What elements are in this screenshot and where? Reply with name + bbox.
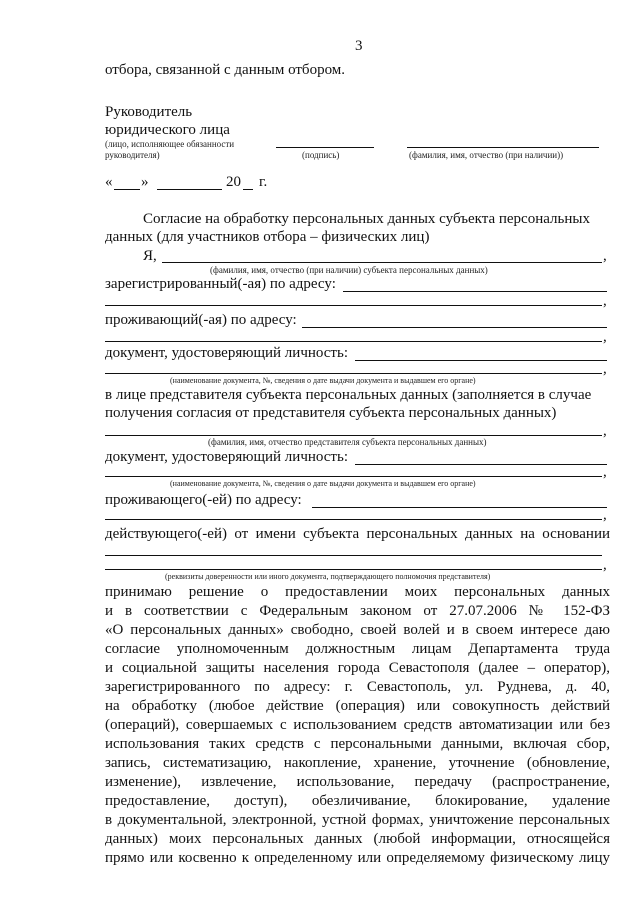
body-line: (операций), совершаемых с использованием средств автоматизации или без xyxy=(105,717,610,733)
date-year-line xyxy=(243,189,253,190)
registered-input-line[interactable] xyxy=(343,291,607,292)
body-line: принимаю решение о предоставлении моих персональных данных xyxy=(105,584,610,600)
signature-note-line1: (лицо, исполняющее обязанности xyxy=(105,139,235,149)
body-line: запись, систематизацию, накопление, хранение, уточнение (обновление, xyxy=(105,755,610,771)
id-document-label: документ, удостоверяющий личность: xyxy=(105,345,348,361)
rep-id-document-input-line[interactable] xyxy=(355,464,607,465)
comma: , xyxy=(603,329,607,345)
body-line: зарегистрированного по адресу: г. Севастополь, ул. Руднева, д. 40, xyxy=(105,679,610,695)
body-line: и социальной защиты населения города Севастополя (далее – оператор), xyxy=(105,660,610,676)
fio-caption: (фамилия, имя, отчество (при наличии) субъекта персональных данных) xyxy=(210,265,488,275)
ya-label: Я, xyxy=(143,248,157,264)
date-month-line xyxy=(157,189,222,190)
rep-residing-label: проживающего(-ей) по адресу: xyxy=(105,492,302,508)
date-open-quote: « xyxy=(105,174,113,190)
rep-id-document-label: документ, удостоверяющий личность: xyxy=(105,449,348,465)
body-line: данных) моих персональных данных (любой информации, относящейся xyxy=(105,831,610,847)
rep-id-document-caption: (наименование документа, №, сведения о дате выдачи документа и выдавшем его органе) xyxy=(170,479,476,488)
body-line: согласие уполномоченным должностным лицам Департамента труда xyxy=(105,641,610,657)
signature-fio-line xyxy=(407,147,599,148)
body-line: и в соответствии с Федеральным законом от 27.07.2006 № 152-ФЗ xyxy=(105,603,610,619)
signature-fio-caption: (фамилия, имя, отчество (при наличии)) xyxy=(409,150,564,160)
date-year-prefix: 20 xyxy=(226,174,241,190)
id-document-input-line2[interactable] xyxy=(105,373,602,374)
consent-title-line2: данных (для участников отбора – физических лиц) xyxy=(105,229,430,245)
residing-label: проживающий(-ая) по адресу: xyxy=(105,312,297,328)
body-line: использования таких средств с персональными данными, включая сбор, xyxy=(105,736,610,752)
rep-residing-input-line[interactable] xyxy=(312,507,607,508)
power-input-line[interactable] xyxy=(105,555,602,556)
representative-line1: в лице представителя субъекта персональных данных (заполняется в случае xyxy=(105,387,592,403)
comma: , xyxy=(603,293,607,309)
signature-caption: (подпись) xyxy=(302,150,340,160)
comma: , xyxy=(603,423,607,439)
acting-on-behalf-label: действующего(-ей) от имени субъекта персональных данных на основании xyxy=(105,526,610,542)
body-line: изменение), извлечение, использование, передачу (распространение, xyxy=(105,774,610,790)
comma: , xyxy=(603,361,607,377)
residing-input-line[interactable] xyxy=(302,327,607,328)
fio-input-line[interactable] xyxy=(162,262,602,263)
date-close-quote: » xyxy=(141,174,149,190)
body-line: прямо или косвенно к определенному или определяемому физическому лицу xyxy=(105,850,610,866)
body-line: «О персональных данных» свободно, своей волей и в своем интересе даю xyxy=(105,622,610,638)
rep-fio-input-line[interactable] xyxy=(105,435,602,436)
body-line: предоставление, доступ), обезличивание, блокирование, удаление xyxy=(105,793,610,809)
power-caption: (реквизиты доверенности или иного документа, подтверждающего полномочия представителя) xyxy=(165,572,491,581)
power-input-line2[interactable] xyxy=(105,569,602,570)
rep-residing-input-line2[interactable] xyxy=(105,519,602,520)
body-line: в документальной, электронной, устной формах, уничтожение персональных xyxy=(105,812,610,828)
residing-input-line2[interactable] xyxy=(105,341,602,342)
date-day-line xyxy=(114,189,140,190)
signature-role-line1: Руководитель xyxy=(105,104,193,120)
signature-note-line2: руководителя) xyxy=(105,150,160,160)
comma: , xyxy=(603,507,607,523)
signature-line xyxy=(276,147,374,148)
registered-input-line2[interactable] xyxy=(105,305,602,306)
consent-title-line1: Согласие на обработку персональных данных субъекта персональных xyxy=(143,211,590,227)
rep-id-document-input-line2[interactable] xyxy=(105,476,602,477)
signature-role-line2: юридического лица xyxy=(105,122,230,138)
comma: , xyxy=(603,464,607,480)
id-document-input-line[interactable] xyxy=(355,360,607,361)
comma: , xyxy=(603,557,607,573)
intro-line: отбора, связанной с данным отбором. xyxy=(105,62,346,78)
rep-fio-caption: (фамилия, имя, отчество представителя субъекта персональных данных) xyxy=(208,437,487,447)
date-year-suffix: г. xyxy=(259,174,268,190)
id-document-caption: (наименование документа, №, сведения о дате выдачи документа и выдавшем его органе) xyxy=(170,376,476,385)
body-line: на обработку (любое действие (операция) или совокупность действий xyxy=(105,698,610,714)
page-number: 3 xyxy=(355,38,363,54)
comma: , xyxy=(603,248,607,264)
registered-label: зарегистрированный(-ая) по адресу: xyxy=(105,276,336,292)
representative-line2: получения согласия от представителя субъекта персональных данных) xyxy=(105,405,557,421)
